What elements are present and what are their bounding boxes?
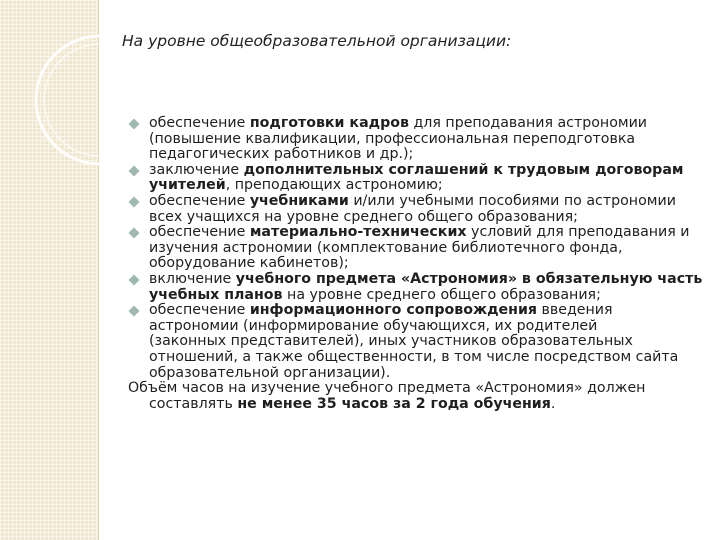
bullet-item [128,272,708,303]
text-line [128,397,708,413]
bold-text: учебниками [249,192,349,209]
text-line [149,288,708,304]
text-segment: введения [537,302,613,319]
text-segment: образовательной организации). [149,364,391,381]
text-line [149,116,708,132]
text-line [149,147,708,163]
text-line [128,381,708,397]
text-segment: Объём часов на изучение учебного предмета «Астрономия» должен [128,380,646,397]
text-segment: . [550,395,556,412]
text-line [149,334,708,350]
bullet-item [128,116,708,163]
bullet-item [128,225,708,272]
bullet-item [128,163,708,194]
bold-text: не менее 35 часов за 2 года обучения [237,395,551,412]
bold-text: материально-технических [249,224,467,241]
text-segment: заключение [149,161,244,178]
text-line [149,210,708,226]
text-line [149,319,708,335]
text-line [149,178,708,194]
text-segment: всех учащихся на уровне среднего общего образования; [149,208,578,225]
text-line [149,366,708,382]
text-segment: на уровне среднего общего образования; [282,286,601,303]
slide-content [128,116,708,412]
text-segment: , преподающих астрономию; [225,177,443,194]
text-line [149,350,708,366]
text-line [149,241,708,257]
text-segment: обеспечение [149,192,250,209]
text-line [149,163,708,179]
text-segment: обеспечение [149,115,250,131]
text-segment: отношений, а также общественности, в том числе посредством сайта [149,348,679,365]
slide-title: На уровне общеобразовательной организации: [122,32,512,50]
text-segment: изучения астрономии (комплектование библиотечного фонда, [149,239,623,256]
diamond-icon [128,274,140,286]
bold-text: дополнительных соглашений к трудовым договорам [243,161,684,178]
bold-text: учебных планов [149,286,283,303]
text-segment: условий для преподавания и [466,224,690,241]
text-line [149,194,708,210]
diamond-icon [128,118,140,130]
text-line [149,225,708,241]
decorative-circle-icon [0,0,100,180]
diamond-icon [128,305,140,317]
diamond-icon [128,165,140,177]
bold-text: учебного предмета «Астрономия» в обязательную часть [235,270,703,287]
bold-text: информационного сопровождения [249,302,537,319]
text-segment: оборудование кабинетов); [149,255,349,272]
text-line [149,256,708,272]
text-line [149,132,708,148]
text-segment: (повышение квалификации, профессиональная переподготовка [149,130,636,147]
bullet-item [128,303,708,381]
bold-text: учителей [149,177,226,194]
bullet-item [128,194,708,225]
bold-text: подготовки кадров [249,115,409,131]
text-segment: и/или учебными пособиями по астрономии [348,192,676,209]
text-segment: для преподавания астрономии [408,115,648,131]
text-line [149,303,708,319]
text-segment: (законных представителей), иных участников образовательных [149,333,633,350]
text-segment: включение [149,270,236,287]
text-segment: составлять [149,395,238,412]
summary-paragraph [128,381,708,412]
text-line [149,272,708,288]
diamond-icon [128,227,140,239]
text-segment: обеспечение [149,224,250,241]
diamond-icon [128,196,140,208]
text-segment: педагогических работников и др.); [149,146,414,163]
text-segment: обеспечение [149,302,250,319]
text-segment: астрономии (информирование обучающихся, их родителей [149,317,598,334]
